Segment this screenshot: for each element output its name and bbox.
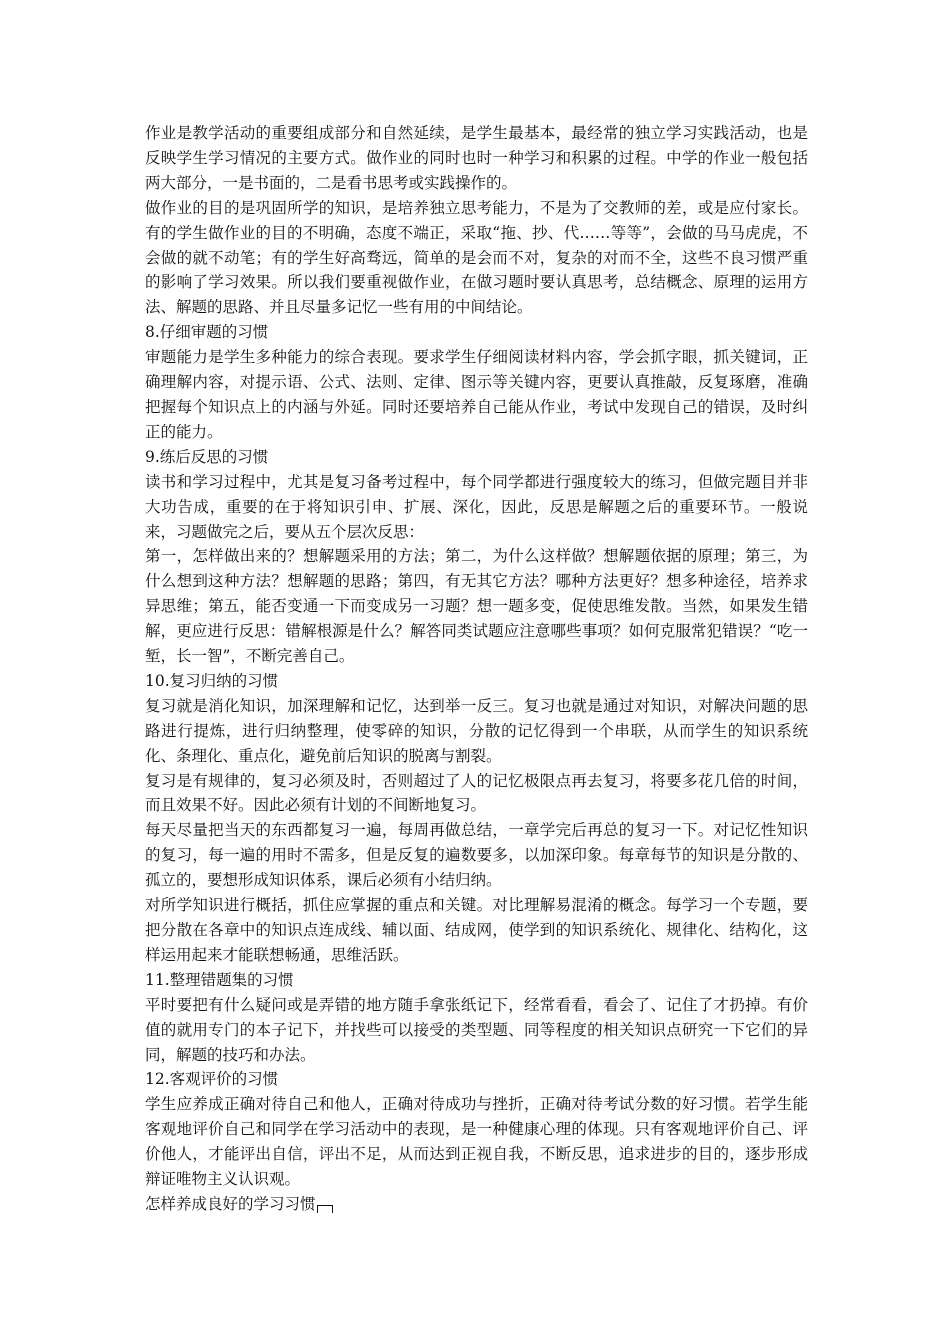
paragraph-review-summary: 对所学知识进行概括，抓住应掌握的重点和关键。对比理解易混淆的概念。每学习一个专题，要把分散在各章中的知识点连成线、辅以面、结成网，使学到的知识系统化、规律化、结构化，这样运用起来才能联想畅通，思维活跃。 [145, 896, 808, 964]
closing-line [145, 1192, 808, 1217]
paragraph-error-notebook: 平时要把有什么疑问或是弄错的地方随手拿张纸记下，经常看看，看会了、记住了才扔掉。有价值的就用专门的本子记下，并找些可以接受的类型题、同等程度的相关知识点研究一下它们的异同，解题的技巧和办法。 [145, 995, 808, 1064]
paragraph-review-daily: 每天尽量把当天的东西都复习一遍，每周再做总结，一章学完后再总的复习一下。对记忆性知识的复习，每一遍的用时不需多，但是反复的遍数要多，以加深印象。每章每节的知识是分散的、孤立的，要想形成知识体系，课后必须有小结归纳。 [145, 821, 808, 890]
paragraph-review-definition: 复习就是消化知识，加深理解和记忆，达到举一反三。复习也就是通过对知识，对解决问题的思路进行提炼，进行归纳整理，使零碎的知识，分散的记忆得到一个串联，从而学生的知识系统化、条理化、重点化，避免前后知识的脱离与割裂。 [145, 696, 808, 765]
paragraph-homework-purpose: 做作业的目的是巩固所学的知识，是培养独立思考能力，不是为了交教师的差，或是应付家长。有的学生做作业的目的不明确，态度不端正，采取“拖、抄、代……等等”，会做的马马虎虎，不会做的就不动笔；有的学生好高骛远，简单的是会而不对，复杂的对而不全，这些不良习惯严重的影响了学习效果。所以我们要重视做作业，在做习题时要认真思考，总结概念、原理的运用方法、解题的思路、并且尽量多记忆一些有用的中间结论。 [145, 198, 808, 317]
paragraph-homework-intro: 作业是教学活动的重要组成部分和自然延续，是学生最基本，最经常的独立学习实践活动，也是反映学生学习情况的主要方式。做作业的同时也时一种学习和积累的过程。中学的作业一般包括两大部分，一是书面的，二是看书思考或实践操作的。 [145, 124, 808, 192]
closing-text: 怎样养成良好的学习习惯 [145, 1194, 316, 1213]
section-heading-12: 12.客观评价的习惯 [145, 1070, 279, 1089]
paragraph-review-timing: 复习是有规律的，复习必须及时，否则超过了人的记忆极限点再去复习，将要多花几倍的时间，而且效果不好。因此必须有计划的不间断地复习。 [145, 771, 808, 815]
section-heading-10: 10.复习归纳的习惯 [145, 671, 279, 690]
paragraph-objective-evaluation: 学生应养成正确对待自己和他人，正确对待成功与挫折，正确对待考试分数的好习惯。若学生能客观地评价自己和同学在学习活动中的表现，是一种健康心理的体现。只有客观地评价自己、评价他人，才能评出自信，评出不足，从而达到正视自我，不断反思，追求进步的目的，逐步形成辩证唯物主义认识观。 [145, 1095, 808, 1189]
document-body [145, 121, 808, 1217]
paragraph-careful-reading: 审题能力是学生多种能力的综合表现。要求学生仔细阅读材料内容，学会抓字眼，抓关键词，正确理解内容，对提示语、公式、法则、定律、图示等关键内容，更要认真推敲，反复琢磨，准确把握每个知识点上的内涵与外延。同时还要培养自己能从作业，考试中发现自己的错误，及时纠正的能力。 [145, 348, 808, 441]
section-heading-8: 8.仔细审题的习惯 [145, 323, 269, 342]
corner-mark-icon [317, 1205, 333, 1213]
paragraph-reflection-intro: 读书和学习过程中，尤其是复习备考过程中，每个同学都进行强度较大的练习，但做完题目并非大功告成，重要的在于将知识引申、扩展、深化，因此，反思是解题之后的重要环节。一般说来，习题做完之后，要从五个层次反思： [145, 472, 808, 541]
section-heading-11: 11.整理错题集的习惯 [145, 970, 294, 989]
paragraph-reflection-levels: 第一，怎样做出来的？想解题采用的方法；第二，为什么这样做？想解题依据的原理；第三，为什么想到这种方法？想解题的思路；第四，有无其它方法？哪种方法更好？想多种途径，培养求异思维；第五，能否变通一下而变成另一习题？想一题多变，促使思维发散。当然，如果发生错解，更应进行反思：错解根源是什么？解答同类试题应注意哪些事项？如何克服常犯错误？“吃一堑，长一智”，不断完善自己。 [145, 547, 808, 666]
section-heading-9: 9.练后反思的习惯 [145, 447, 269, 466]
